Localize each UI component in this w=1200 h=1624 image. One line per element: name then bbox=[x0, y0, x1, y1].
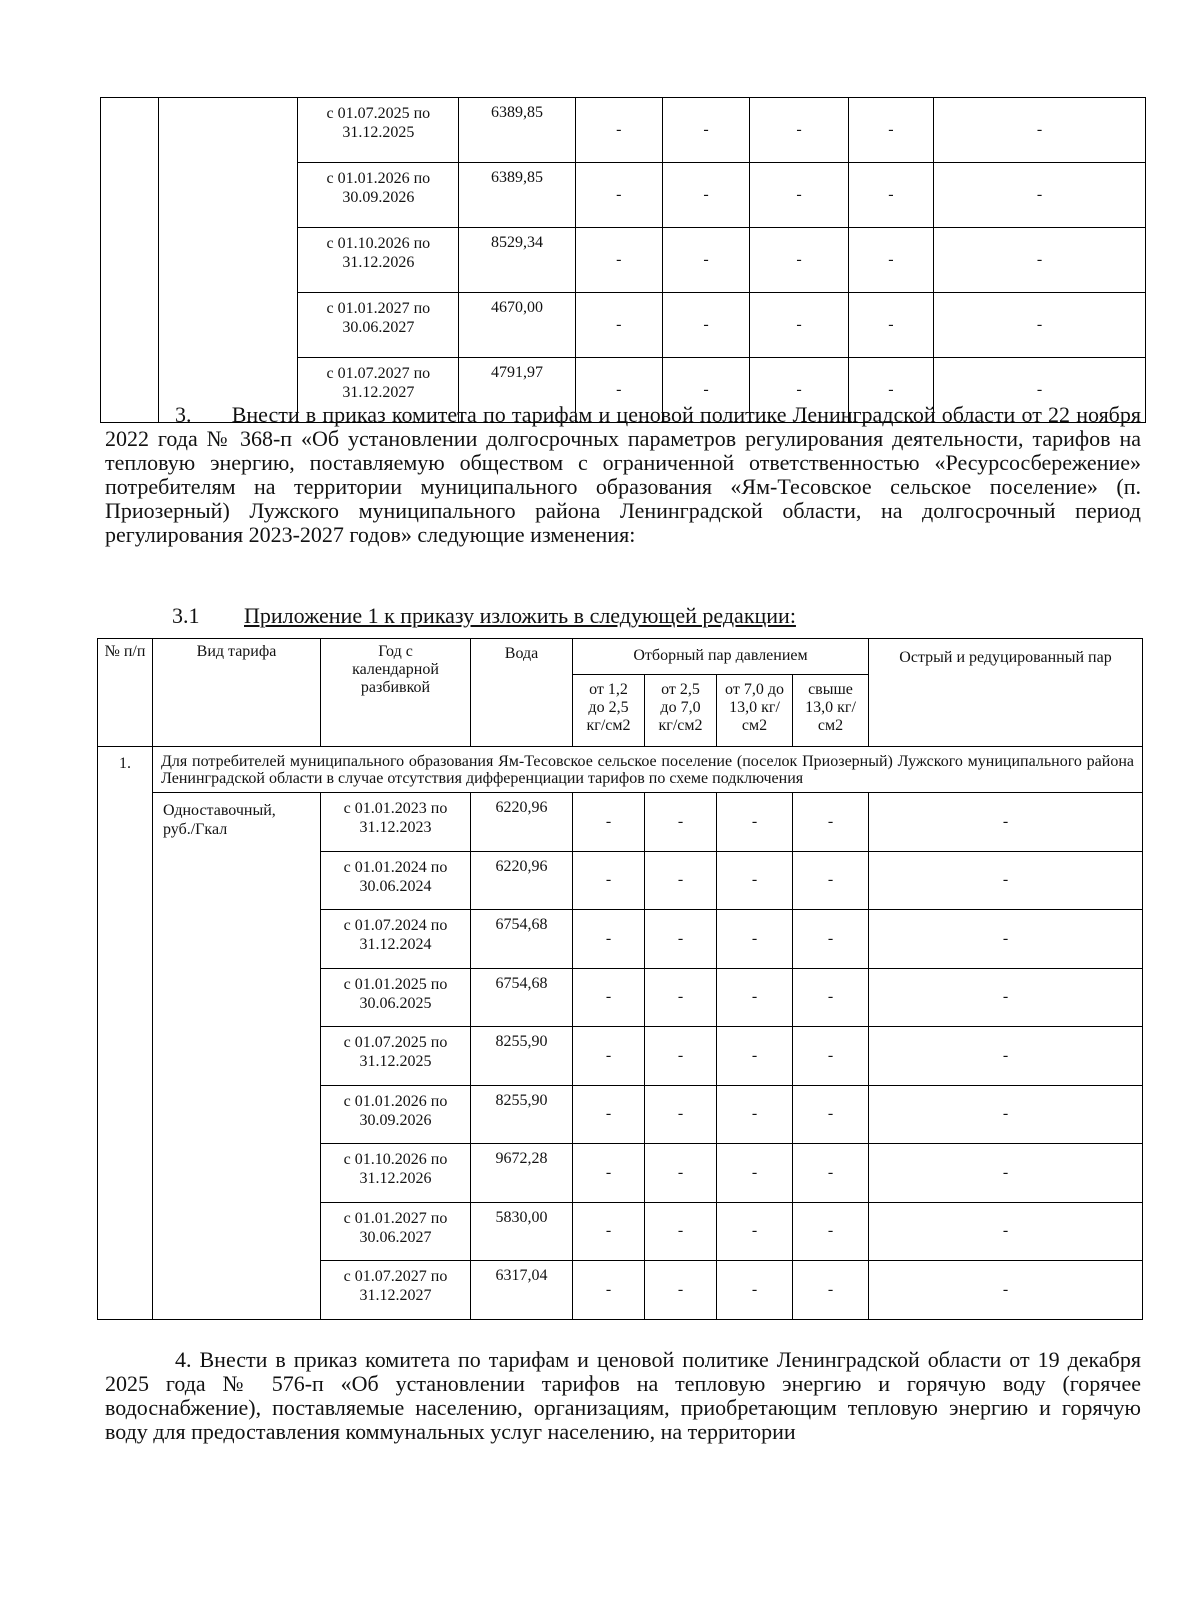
period-end: 30.09.2026 bbox=[342, 189, 415, 206]
period-end: 30.06.2025 bbox=[359, 994, 432, 1012]
period-start: с 01.01.2027 по bbox=[343, 1209, 448, 1227]
empty-value-dash: - bbox=[793, 1027, 869, 1086]
empty-value-dash: - bbox=[645, 1027, 717, 1086]
empty-value-dash: - bbox=[750, 358, 849, 423]
period-end: 31.12.2026 bbox=[359, 1170, 432, 1187]
period-cell bbox=[321, 1027, 471, 1086]
empty-value-dash: - bbox=[869, 1261, 1143, 1320]
empty-value-dash: - bbox=[573, 1202, 645, 1261]
water-value: 8529,34 bbox=[459, 228, 575, 293]
period-start: с 01.10.2026 по bbox=[326, 235, 431, 252]
empty-value-dash: - bbox=[848, 293, 933, 358]
period-cell bbox=[321, 793, 471, 852]
empty-value-dash: - bbox=[848, 163, 933, 228]
empty-value-dash: - bbox=[575, 98, 662, 163]
water-value: 9672,28 bbox=[471, 1144, 573, 1203]
tariff-kind-line2: руб./Гкал bbox=[163, 821, 228, 838]
period-end: 31.12.2024 bbox=[359, 936, 432, 953]
water-value: 6754,68 bbox=[471, 968, 573, 1027]
period-start: с 01.07.2027 по bbox=[326, 365, 431, 382]
empty-value-dash: - bbox=[848, 98, 933, 163]
empty-value-dash: - bbox=[750, 293, 849, 358]
header-pressure-1: от 1,2 до 2,5 кг/см2 bbox=[573, 675, 645, 747]
empty-value-dash: - bbox=[717, 1144, 793, 1203]
header-year-line3: разбивкой bbox=[360, 679, 431, 696]
empty-value-dash: - bbox=[793, 1261, 869, 1320]
period-end: 31.12.2025 bbox=[342, 124, 415, 141]
empty-value-dash: - bbox=[573, 1261, 645, 1320]
empty-value-dash: - bbox=[793, 910, 869, 969]
empty-value-dash: - bbox=[645, 1261, 717, 1320]
empty-value-dash: - bbox=[869, 1027, 1143, 1086]
tariff-kind-line1: Одноставочный, bbox=[163, 802, 276, 819]
empty-value-dash: - bbox=[573, 851, 645, 910]
empty-value-dash: - bbox=[645, 1085, 717, 1144]
paragraph-4-text: 4. Внести в приказ комитета по тарифам и ценовой политике Ленинградской области от 19 декабря 2025 года № 576-п «Об установлении тарифов на тепловую энергию и горячую воду (горячее водоснабжение), поставляемые населению, организациям, приобретающим тепловую энергию и горячую воду для предоставления коммунальных услуг населению, на территории bbox=[105, 1347, 1141, 1444]
empty-value-dash: - bbox=[869, 968, 1143, 1027]
empty-value-dash: - bbox=[934, 293, 1146, 358]
empty-value-dash: - bbox=[662, 163, 749, 228]
period-cell bbox=[321, 1202, 471, 1261]
empty-value-dash: - bbox=[717, 851, 793, 910]
period-start: с 01.07.2025 по bbox=[326, 105, 431, 122]
empty-value-dash: - bbox=[717, 793, 793, 852]
group-number: 1. bbox=[98, 747, 153, 1320]
empty-value-dash: - bbox=[793, 1144, 869, 1203]
empty-value-dash: - bbox=[662, 98, 749, 163]
period-end: 30.06.2024 bbox=[359, 877, 432, 895]
tariff-table-continued bbox=[100, 97, 1146, 423]
period-cell bbox=[321, 910, 471, 969]
table-row bbox=[98, 793, 1143, 852]
empty-value-dash: - bbox=[934, 98, 1146, 163]
period-cell bbox=[298, 293, 459, 358]
empty-value-dash: - bbox=[645, 793, 717, 852]
empty-value-dash: - bbox=[793, 1085, 869, 1144]
empty-value-dash: - bbox=[869, 793, 1143, 852]
water-value: 6220,96 bbox=[471, 851, 573, 910]
empty-value-dash: - bbox=[645, 968, 717, 1027]
empty-value-dash: - bbox=[573, 968, 645, 1027]
empty-value-dash: - bbox=[793, 968, 869, 1027]
empty-value-dash: - bbox=[793, 1202, 869, 1261]
empty-value-dash: - bbox=[645, 851, 717, 910]
period-cell bbox=[321, 1144, 471, 1203]
empty-value-dash: - bbox=[934, 228, 1146, 293]
period-end: 31.12.2023 bbox=[359, 819, 432, 836]
empty-value-dash: - bbox=[575, 358, 662, 423]
empty-value-dash: - bbox=[793, 793, 869, 852]
empty-value-dash: - bbox=[750, 163, 849, 228]
period-cell bbox=[298, 163, 459, 228]
empty-value-dash: - bbox=[848, 358, 933, 423]
header-num: № п/п bbox=[98, 639, 153, 747]
period-end: 30.06.2027 bbox=[359, 1228, 432, 1246]
period-end: 31.12.2025 bbox=[359, 1053, 432, 1070]
empty-value-dash: - bbox=[573, 793, 645, 852]
header-sharp-steam: Острый и редуцированный пар bbox=[869, 639, 1143, 747]
empty-value-dash: - bbox=[717, 910, 793, 969]
empty-value-dash: - bbox=[575, 163, 662, 228]
empty-value-dash: - bbox=[573, 1027, 645, 1086]
header-year bbox=[321, 639, 471, 747]
subparagraph-text: Приложение 1 к приказу изложить в следующей редакции: bbox=[244, 603, 796, 628]
empty-value-dash: - bbox=[573, 910, 645, 969]
period-start: с 01.07.2025 по bbox=[343, 1034, 448, 1051]
empty-value-dash: - bbox=[869, 1202, 1143, 1261]
period-end: 30.06.2027 bbox=[342, 319, 415, 336]
empty-value-dash: - bbox=[662, 293, 749, 358]
empty-cell bbox=[101, 98, 159, 423]
empty-value-dash: - bbox=[717, 1027, 793, 1086]
empty-value-dash: - bbox=[717, 968, 793, 1027]
period-cell bbox=[298, 228, 459, 293]
empty-value-dash: - bbox=[575, 293, 662, 358]
header-year-line2: календарной bbox=[352, 661, 439, 678]
header-pressure-2: от 2,5 до 7,0 кг/см2 bbox=[645, 675, 717, 747]
period-cell bbox=[321, 968, 471, 1027]
water-value: 5830,00 bbox=[471, 1202, 573, 1261]
empty-value-dash: - bbox=[645, 910, 717, 969]
empty-value-dash: - bbox=[869, 851, 1143, 910]
group-description: Для потребителей муниципального образования Ям-Тесовское сельское поселение (поселок Приозерный) Лужского муниципального района Ленинградской области в случае отсутствия дифференциации тарифов по схеме подключения bbox=[153, 747, 1143, 793]
paragraph-3 bbox=[105, 403, 1141, 547]
empty-value-dash: - bbox=[750, 228, 849, 293]
header-water: Вода bbox=[471, 639, 573, 747]
water-value: 6220,96 bbox=[471, 793, 573, 852]
header-pressure-3: от 7,0 до 13,0 кг/см2 bbox=[717, 675, 793, 747]
empty-value-dash: - bbox=[793, 851, 869, 910]
period-cell bbox=[321, 1261, 471, 1320]
empty-value-dash: - bbox=[575, 228, 662, 293]
empty-value-dash: - bbox=[717, 1261, 793, 1320]
subparagraph-3-1 bbox=[172, 603, 796, 629]
empty-value-dash: - bbox=[645, 1144, 717, 1203]
period-start: с 01.01.2023 по bbox=[343, 800, 448, 817]
water-value: 6389,85 bbox=[459, 163, 575, 228]
period-start: с 01.01.2027 по bbox=[326, 300, 431, 317]
header-steam-group: Отборный пар давлением bbox=[573, 639, 869, 675]
period-start: с 01.01.2026 по bbox=[343, 1092, 448, 1110]
empty-value-dash: - bbox=[848, 228, 933, 293]
paragraph-3-line1: Внести в приказ комитета по тарифам и ценовой политике Ленинградской области bbox=[231, 402, 1016, 427]
empty-value-dash: - bbox=[573, 1144, 645, 1203]
water-value: 8255,90 bbox=[471, 1027, 573, 1086]
empty-value-dash: - bbox=[934, 163, 1146, 228]
empty-value-dash: - bbox=[662, 358, 749, 423]
header-tariff-kind: Вид тарифа bbox=[153, 639, 321, 747]
empty-value-dash: - bbox=[750, 98, 849, 163]
period-cell bbox=[298, 98, 459, 163]
table-row bbox=[101, 98, 1146, 163]
paragraph-4 bbox=[105, 1348, 1141, 1444]
water-value: 6317,04 bbox=[471, 1261, 573, 1320]
empty-value-dash: - bbox=[869, 1144, 1143, 1203]
period-end: 31.12.2027 bbox=[359, 1287, 432, 1304]
appendix-1-tariff-table bbox=[97, 638, 1143, 1320]
period-start: с 01.10.2026 по bbox=[343, 1151, 448, 1168]
paragraph-3-body: от 22 ноября 2022 года № 368-п «Об установлении долгосрочных параметров регулирования деятельности, тарифов на тепловую энергию, поставляемую обществом с ограниченной ответственностью «Ресурсосбережение» потребителям на территории муниципального образования «Ям-Тесовское сельское поселение» (п. Приозерный) Лужского муниципального района Ленинградской области, на долгосрочный период регулирования 2023-2027 годов» следующие изменения: bbox=[105, 402, 1141, 547]
period-end: 31.12.2026 bbox=[342, 254, 415, 271]
header-year-line1: Год с bbox=[378, 643, 413, 660]
period-start: с 01.07.2027 по bbox=[343, 1268, 448, 1285]
subparagraph-number: 3.1 bbox=[172, 603, 200, 628]
header-pressure-4: свыше 13,0 кг/см2 bbox=[793, 675, 869, 747]
water-value: 4670,00 bbox=[459, 293, 575, 358]
water-value: 8255,90 bbox=[471, 1085, 573, 1144]
tariff-kind-cell bbox=[153, 793, 321, 1320]
period-start: с 01.07.2024 по bbox=[343, 917, 448, 934]
period-end: 31.12.2027 bbox=[342, 384, 415, 401]
water-value: 6389,85 bbox=[459, 98, 575, 163]
water-value: 4791,97 bbox=[459, 358, 575, 423]
empty-value-dash: - bbox=[662, 228, 749, 293]
paragraph-3-number: 3. bbox=[175, 402, 192, 427]
empty-value-dash: - bbox=[869, 1085, 1143, 1144]
period-cell bbox=[321, 1085, 471, 1144]
period-start: с 01.01.2025 по bbox=[343, 975, 448, 993]
period-start: с 01.01.2026 по bbox=[326, 170, 431, 187]
period-start: с 01.01.2024 по bbox=[343, 858, 448, 876]
empty-value-dash: - bbox=[869, 910, 1143, 969]
empty-value-dash: - bbox=[717, 1202, 793, 1261]
water-value: 6754,68 bbox=[471, 910, 573, 969]
empty-value-dash: - bbox=[934, 358, 1146, 423]
empty-value-dash: - bbox=[717, 1085, 793, 1144]
empty-cell bbox=[159, 98, 298, 423]
period-cell bbox=[321, 851, 471, 910]
period-end: 30.09.2026 bbox=[359, 1111, 432, 1129]
empty-value-dash: - bbox=[645, 1202, 717, 1261]
empty-value-dash: - bbox=[573, 1085, 645, 1144]
